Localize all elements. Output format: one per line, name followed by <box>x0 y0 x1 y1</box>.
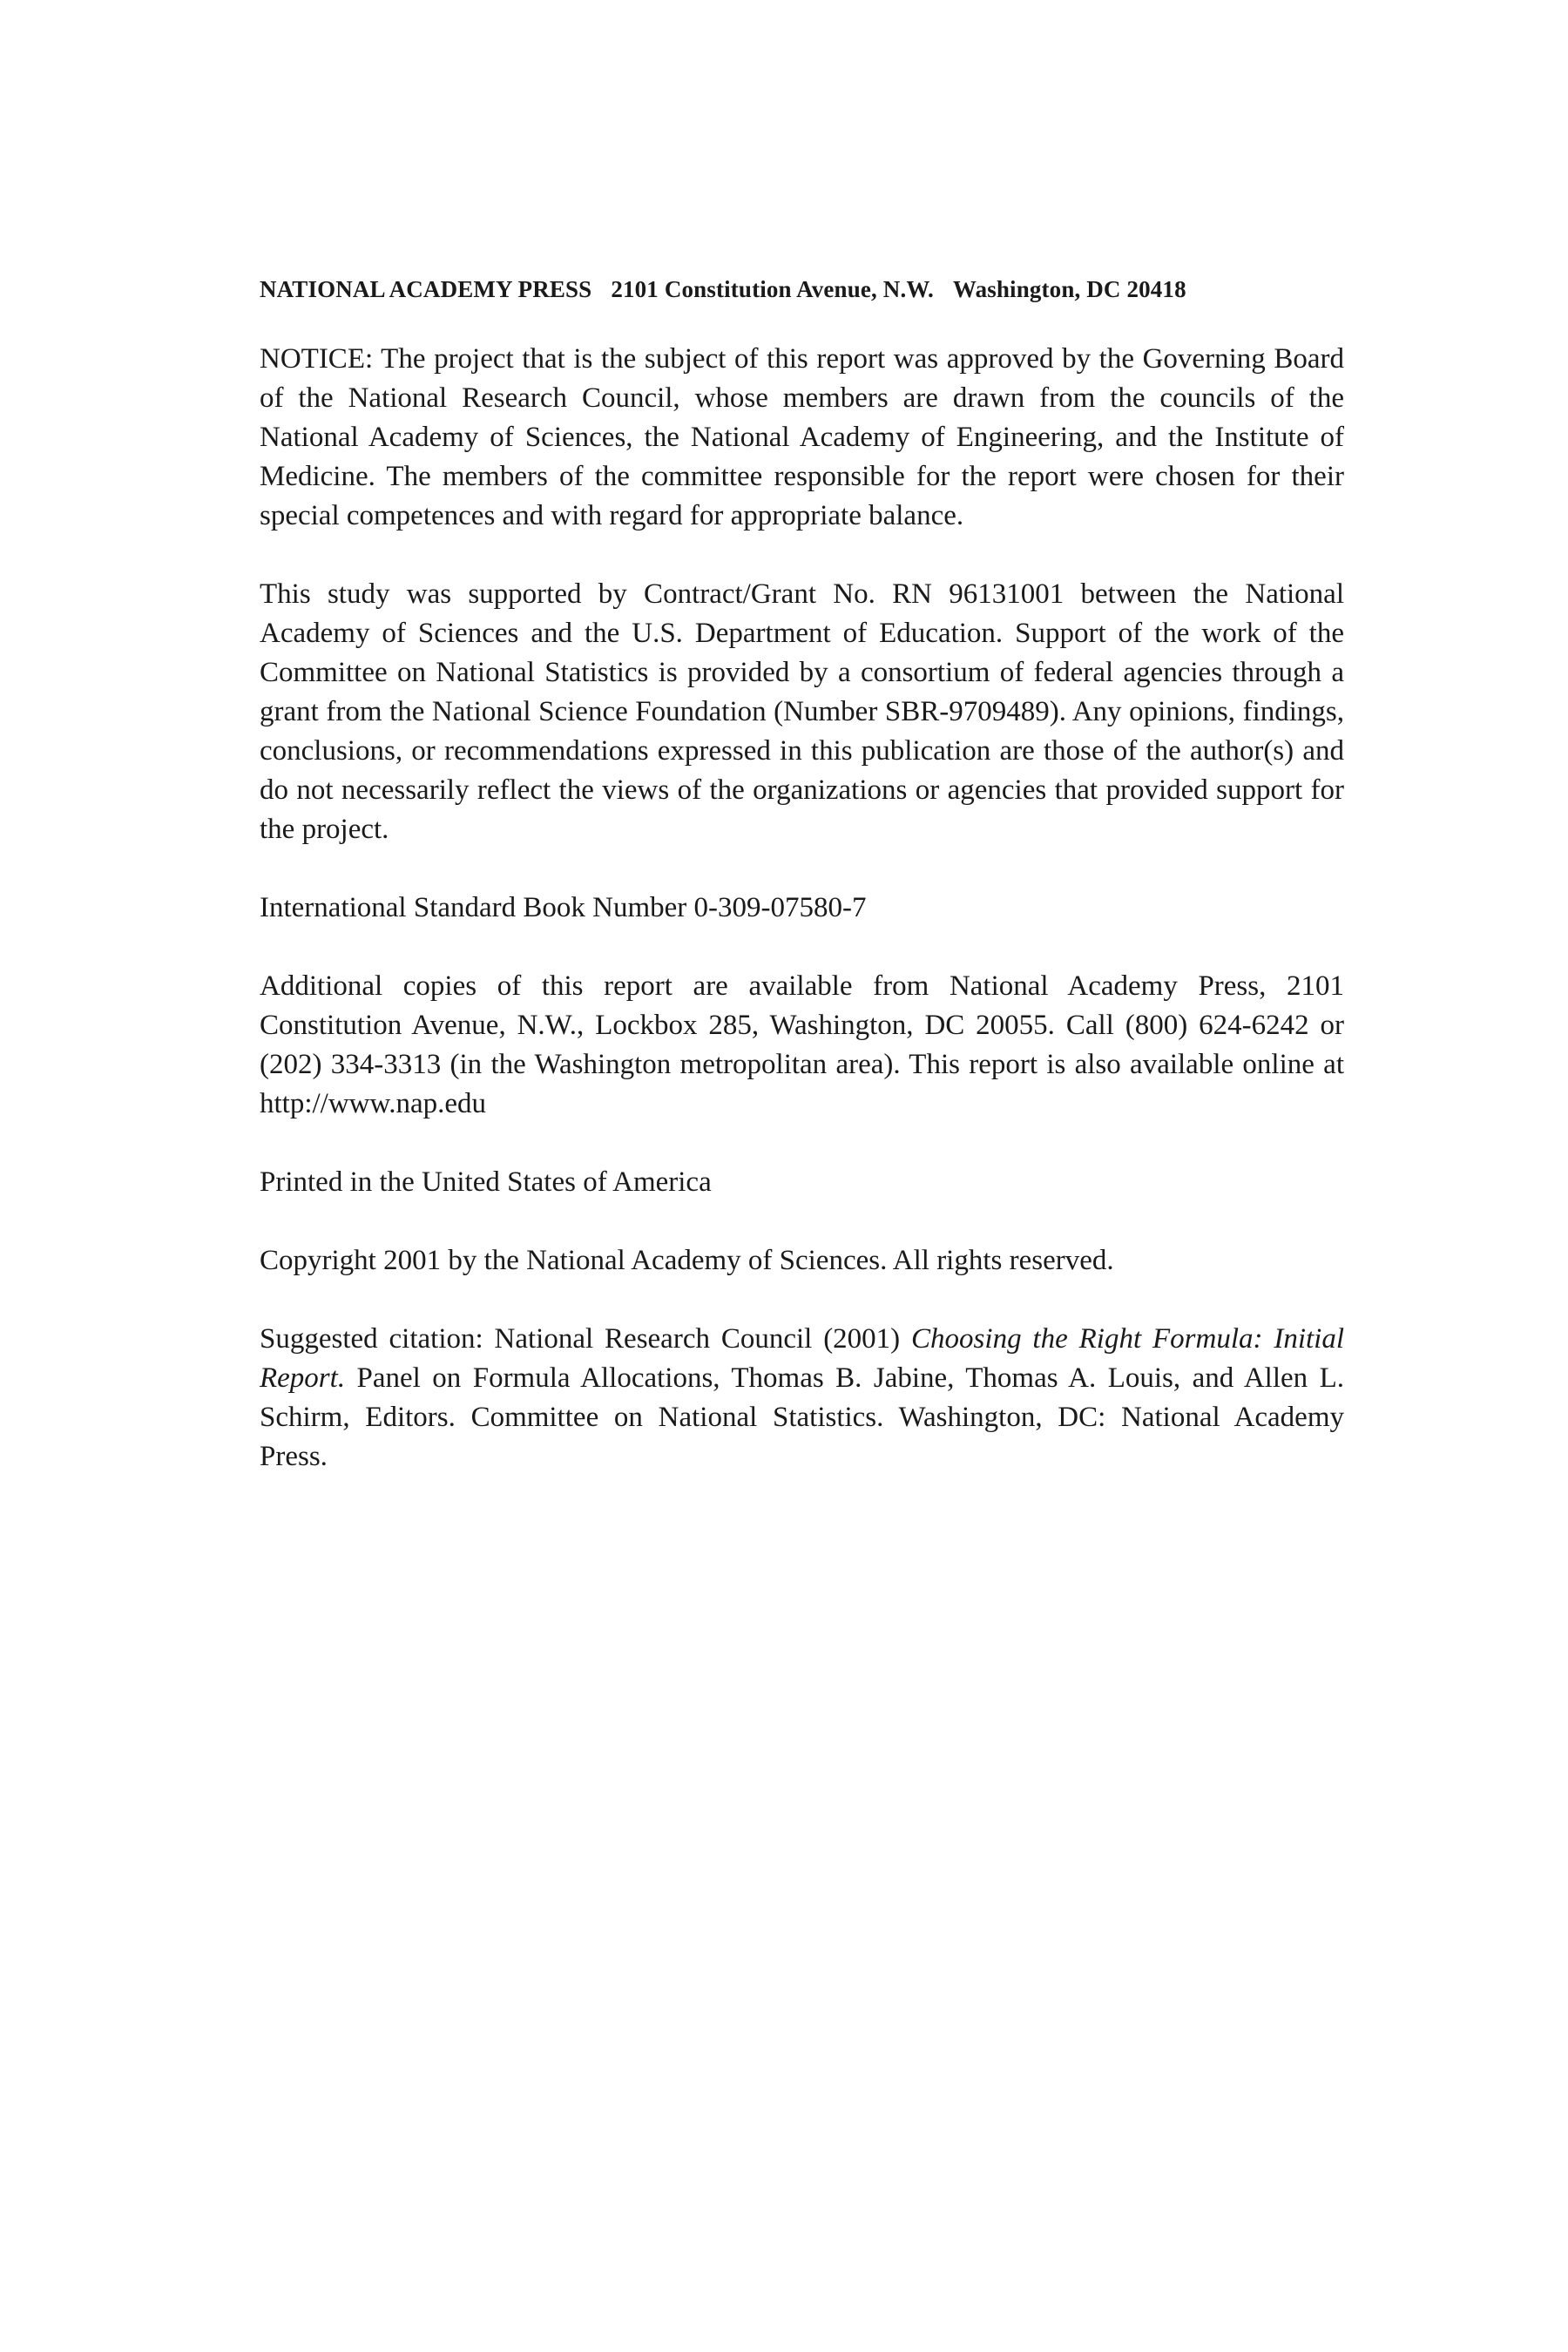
publisher-header <box>260 272 1344 307</box>
support-paragraph: This study was supported by Contract/Grant No. RN 96131001 between the National Academy of Sciences and the U.S. Department of Education. Support of the work of the Committee on National Statistics is provided by a consortium of federal agencies through a grant from the National Science Foundation (Number SBR-9709489). Any opinions, findings, conclusions, or recommendations expressed in this publication are those of the author(s) and do not necessarily reflect the views of the organizations or agencies that provided support for the project. <box>260 578 1344 845</box>
copyright-line: Copyright 2001 by the National Academy of Sciences. All rights reserved. <box>260 1245 1114 1276</box>
publisher-address: 2101 Constitution Avenue, N.W. <box>611 276 934 302</box>
isbn-line: International Standard Book Number 0-309-07580-7 <box>260 892 867 923</box>
citation-title: Choosing the Right Formula: Initial Report. <box>260 1323 1345 1394</box>
citation-suffix: Panel on Formula Allocations, Thomas B. Jabine, Thomas A. Louis, and Allen L. Schirm, Editors. Committee on National Statistics. Washington, DC: National Academy Press. <box>260 1362 1344 1472</box>
suggested-citation-paragraph <box>260 1320 1344 1477</box>
publisher-city: Washington, DC 20418 <box>952 276 1186 302</box>
additional-copies-paragraph: Additional copies of this report are available from National Academy Press, 2101 Constitution Avenue, N.W., Lockbox 285, Washington, DC 20055. Call (800) 624-6242 or (202) 334-3313 (in the Washington metropolitan area). This report is also available online at http://www.nap.edu <box>260 970 1344 1119</box>
copyright-page-content <box>260 272 1344 1516</box>
printed-in-line: Printed in the United States of America <box>260 1166 712 1198</box>
publisher-name: NATIONAL ACADEMY PRESS <box>260 276 592 302</box>
notice-paragraph: NOTICE: The project that is the subject of this report was approved by the Governing Board of the National Research Council, whose members are drawn from the councils of the National Academy of Sciences, the National Academy of Engineering, and the Institute of Medicine. The members of the committee responsible for the report were chosen for their special competences and with regard for appropriate balance. <box>260 343 1344 531</box>
citation-prefix: Suggested citation: National Research Council (2001) <box>260 1323 912 1355</box>
